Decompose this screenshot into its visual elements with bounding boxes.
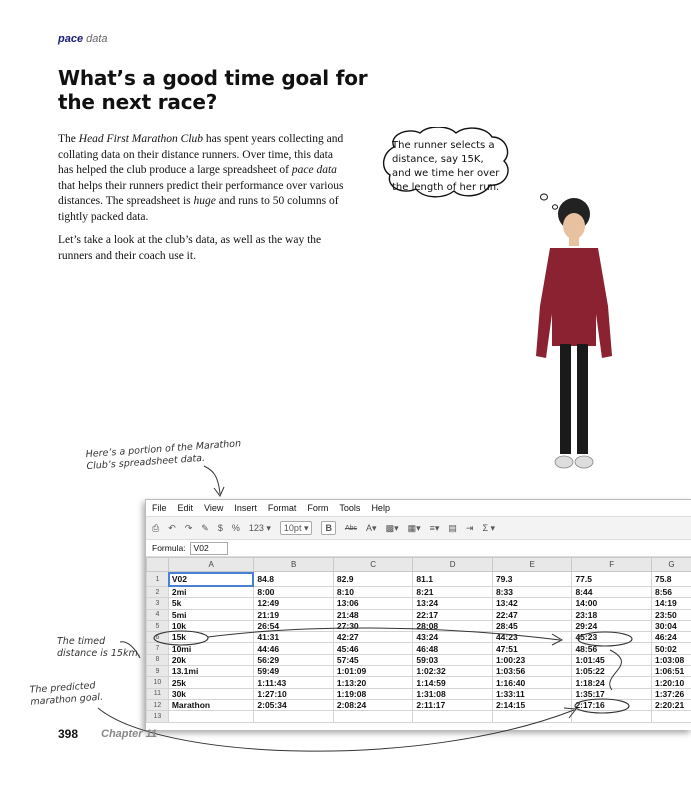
grid-cell[interactable]: 84.8 — [254, 572, 334, 587]
grid-cell[interactable]: 5mi — [168, 609, 254, 620]
borders-icon[interactable]: ▦▾ — [407, 522, 421, 533]
row-number[interactable]: 3 — [147, 598, 169, 609]
column-header[interactable]: C — [333, 558, 413, 572]
fill-color-icon[interactable]: ▩▾ — [385, 522, 399, 533]
grid-cell[interactable]: 13:42 — [492, 598, 572, 609]
menu-view[interactable]: View — [204, 503, 224, 513]
row-number[interactable]: 5 — [147, 620, 169, 631]
toolbar — [146, 516, 691, 540]
percent-button[interactable]: % — [231, 523, 240, 533]
grid-cell[interactable]: 1:00:23 — [492, 654, 572, 665]
grid-cell[interactable]: 41:31 — [254, 632, 334, 643]
grid-cell[interactable]: 56:29 — [254, 654, 334, 665]
grid-cell[interactable]: 14:00 — [572, 598, 652, 609]
grid-cell[interactable]: 15k — [168, 632, 254, 643]
grid-cell[interactable]: 8:33 — [492, 587, 572, 598]
grid-cell[interactable]: 50:02 — [651, 643, 691, 654]
grid-cell[interactable] — [572, 711, 652, 722]
table-row — [147, 598, 691, 609]
grid-cell[interactable]: 10k — [168, 620, 254, 631]
grid-cell[interactable]: 21:48 — [333, 609, 413, 620]
grid-cell[interactable]: 45:23 — [572, 632, 652, 643]
wrap-icon[interactable]: ⇥ — [465, 522, 474, 533]
row-number[interactable]: 8 — [147, 654, 169, 665]
grid-cell[interactable]: 2:20:21 — [651, 699, 691, 710]
table-row — [147, 677, 691, 688]
grid-cell[interactable]: 46:48 — [413, 643, 493, 654]
grid-cell[interactable]: 28:45 — [492, 620, 572, 631]
grid-cell[interactable]: 2:11:17 — [413, 699, 493, 710]
grid-cell[interactable]: 1:18:24 — [572, 677, 652, 688]
row-number[interactable]: 9 — [147, 666, 169, 677]
grid-cell[interactable]: 59:03 — [413, 654, 493, 665]
grid-cell[interactable]: 46:24 — [651, 632, 691, 643]
grid-cell[interactable]: 30k — [168, 688, 254, 699]
grid-cell[interactable]: 1:11:43 — [254, 677, 334, 688]
runner-photo — [522, 196, 622, 492]
grid-cell[interactable]: 2:14:15 — [492, 699, 572, 710]
column-header[interactable]: D — [413, 558, 493, 572]
column-header[interactable]: F — [572, 558, 652, 572]
grid-cell[interactable]: 1:31:08 — [413, 688, 493, 699]
grid-cell[interactable]: 1:06:51 — [651, 666, 691, 677]
grid-cell[interactable]: 1:14:59 — [413, 677, 493, 688]
grid-cell[interactable]: 29:24 — [572, 620, 652, 631]
menu-file[interactable]: File — [152, 503, 167, 513]
grid-cell[interactable]: 5k — [168, 598, 254, 609]
grid-cell[interactable]: 8:56 — [651, 587, 691, 598]
grid-cell[interactable]: 22:47 — [492, 609, 572, 620]
table-row — [147, 643, 691, 654]
row-number[interactable]: 2 — [147, 587, 169, 598]
grid-cell[interactable]: 20k — [168, 654, 254, 665]
grid-cell[interactable] — [254, 711, 334, 722]
grid-cell[interactable]: 1:16:40 — [492, 677, 572, 688]
grid-cell[interactable]: 26:54 — [254, 620, 334, 631]
page-title: What’s a good time goal for the next race? — [58, 66, 368, 114]
grid-cell[interactable]: 1:02:32 — [413, 666, 493, 677]
print-icon[interactable]: ⎙ — [152, 522, 160, 533]
grid-cell[interactable]: 23:18 — [572, 609, 652, 620]
grid-cell[interactable]: 1:27:10 — [254, 688, 334, 699]
row-number[interactable]: 10 — [147, 677, 169, 688]
table-row — [147, 620, 691, 631]
grid-cell[interactable]: 44:23 — [492, 632, 572, 643]
grid-cell[interactable]: 2mi — [168, 587, 254, 598]
row-number[interactable]: 7 — [147, 643, 169, 654]
row-number[interactable]: 13 — [147, 711, 169, 722]
grid-cell[interactable]: 44:46 — [254, 643, 334, 654]
column-header[interactable]: A — [168, 558, 254, 572]
paragraph-2: Let’s take a look at the club’s data, as well as the way the runners and their coach use it. — [58, 234, 322, 262]
strikethrough-button[interactable]: Abc — [344, 524, 358, 532]
grid-cell[interactable]: 81.1 — [413, 572, 493, 587]
grid-cell[interactable]: 22:17 — [413, 609, 493, 620]
column-header[interactable]: E — [492, 558, 572, 572]
row-number[interactable]: 12 — [147, 699, 169, 710]
grid-cell[interactable]: 2:17:16 — [572, 699, 652, 710]
menu-bar — [146, 500, 691, 516]
grid-cell[interactable]: 27:30 — [333, 620, 413, 631]
grid-cell[interactable]: 1:20:10 — [651, 677, 691, 688]
grid-cell[interactable]: 48:56 — [572, 643, 652, 654]
grid-cell[interactable]: Marathon — [168, 699, 254, 710]
align-icon[interactable]: ≡▾ — [429, 522, 440, 533]
row-number[interactable]: 11 — [147, 688, 169, 699]
grid-cell[interactable]: 42:27 — [333, 632, 413, 643]
grid-cell[interactable]: 23:50 — [651, 609, 691, 620]
grid-cell[interactable]: 1:01:09 — [333, 666, 413, 677]
grid-cell[interactable] — [492, 711, 572, 722]
grid-cell[interactable]: 13:24 — [413, 598, 493, 609]
thought-bubble-text: The runner selects a distance, say 15K, and we time her over the length of her run. — [392, 140, 500, 193]
grid-cell[interactable]: 2:08:24 — [333, 699, 413, 710]
grid-cell[interactable]: 1:33:11 — [492, 688, 572, 699]
grid-cell[interactable]: 47:51 — [492, 643, 572, 654]
text-color-icon[interactable]: A▾ — [366, 522, 377, 533]
running-header — [58, 33, 108, 45]
menu-help[interactable]: Help — [371, 503, 390, 513]
grid-cell[interactable]: 8:00 — [254, 587, 334, 598]
grid-cell[interactable]: 25k — [168, 677, 254, 688]
menu-tools[interactable]: Tools — [339, 503, 361, 513]
table-row — [147, 688, 691, 699]
merge-icon[interactable]: ▤ — [448, 522, 457, 533]
grid-cell[interactable]: 43:24 — [413, 632, 493, 643]
table-row — [147, 609, 691, 620]
grid-cell[interactable]: 10mi — [168, 643, 254, 654]
grid-cell[interactable]: 1:03:08 — [651, 654, 691, 665]
grid-cell[interactable]: 8:44 — [572, 587, 652, 598]
formula-label: Formula: — [152, 543, 186, 553]
grid-cell[interactable]: 1:01:45 — [572, 654, 652, 665]
grid-cell[interactable]: 13:06 — [333, 598, 413, 609]
grid-cell[interactable]: 14:19 — [651, 598, 691, 609]
bold-button[interactable]: B — [321, 521, 336, 535]
grid-cell[interactable]: 45:46 — [333, 643, 413, 654]
grid-cell[interactable]: 59:49 — [254, 666, 334, 677]
row-number[interactable]: 6 — [147, 632, 169, 643]
formula-bar — [146, 540, 691, 557]
table-row — [147, 654, 691, 665]
note-timed-distance: The timed distance is 15km. — [57, 636, 141, 659]
header-topic: data — [86, 33, 108, 45]
corner-cell — [147, 558, 169, 572]
paint-format-icon[interactable]: ✎ — [201, 522, 209, 533]
table-row — [147, 666, 691, 677]
page-number: 398 — [58, 727, 79, 741]
table-row — [147, 711, 691, 722]
note-spreadsheet-portion: Here’s a portion of the Marathon Club’s spreadsheet data. — [85, 438, 242, 473]
grid-cell[interactable]: 1:35:17 — [572, 688, 652, 699]
note-predicted-goal: The predicted marathon goal. — [29, 680, 104, 708]
grid-cell[interactable] — [168, 711, 254, 722]
font-size-dropdown[interactable]: 10pt ▾ — [280, 521, 313, 535]
header-section: pace — [58, 33, 84, 45]
grid-cell[interactable]: 1:19:08 — [333, 688, 413, 699]
grid-cell[interactable]: 2:05:34 — [254, 699, 334, 710]
column-header[interactable]: B — [254, 558, 334, 572]
grid-cell[interactable]: 28:08 — [413, 620, 493, 631]
grid-cell[interactable]: 57:45 — [333, 654, 413, 665]
grid-cell[interactable]: 21:19 — [254, 609, 334, 620]
body-text — [58, 132, 350, 272]
grid-cell[interactable]: 8:10 — [333, 587, 413, 598]
menu-form[interactable]: Form — [307, 503, 329, 513]
grid-cell[interactable]: 1:37:26 — [651, 688, 691, 699]
table-row — [147, 632, 691, 643]
menu-insert[interactable]: Insert — [234, 503, 257, 513]
menu-format[interactable]: Format — [267, 503, 297, 513]
grid-cell[interactable]: 30:04 — [651, 620, 691, 631]
grid-cell[interactable]: 1:13:20 — [333, 677, 413, 688]
number-format-dropdown[interactable]: 123 ▾ — [248, 522, 271, 533]
grid-cell[interactable]: 1:05:22 — [572, 666, 652, 677]
spreadsheet-window — [145, 499, 691, 730]
grid-cell[interactable]: V02 — [168, 572, 254, 587]
grid-cell[interactable]: 82.9 — [333, 572, 413, 587]
currency-button[interactable]: $ — [217, 523, 223, 533]
column-header[interactable]: G — [651, 558, 691, 572]
column-headers — [147, 558, 691, 572]
grid-cell[interactable]: 13.1mi — [168, 666, 254, 677]
grid-cell[interactable] — [333, 711, 413, 722]
data-grid — [146, 557, 691, 723]
redo-icon[interactable]: ↷ — [184, 522, 193, 533]
row-number[interactable]: 1 — [147, 572, 169, 587]
grid-cell[interactable]: 79.3 — [492, 572, 572, 587]
table-row — [147, 572, 691, 587]
table-row — [147, 699, 691, 710]
row-number[interactable]: 4 — [147, 609, 169, 620]
grid-cell[interactable] — [413, 711, 493, 722]
grid-cell[interactable] — [651, 711, 691, 722]
grid-cell[interactable]: 77.5 — [572, 572, 652, 587]
grid-cell[interactable]: 75.8 — [651, 572, 691, 587]
formula-input[interactable]: V02 — [190, 542, 228, 555]
functions-dropdown[interactable]: Σ ▾ — [482, 522, 496, 533]
table-row — [147, 587, 691, 598]
paragraph-1: The Head First Marathon Club has spent years collecting and collating data on their distance runners. Over time, this data has helped the club produce a large spreadsheet of pace data that helps their runners predict their performance over various distances. The spreadsheet is huge and runs to 50 columns of tightly packed data. — [58, 133, 344, 223]
grid-cell[interactable]: 8:21 — [413, 587, 493, 598]
grid-cell[interactable]: 12:49 — [254, 598, 334, 609]
menu-edit[interactable]: Edit — [177, 503, 194, 513]
undo-icon[interactable]: ↶ — [168, 522, 176, 533]
chapter-label: Chapter 11 — [101, 728, 158, 740]
grid-cell[interactable]: 1:03:56 — [492, 666, 572, 677]
